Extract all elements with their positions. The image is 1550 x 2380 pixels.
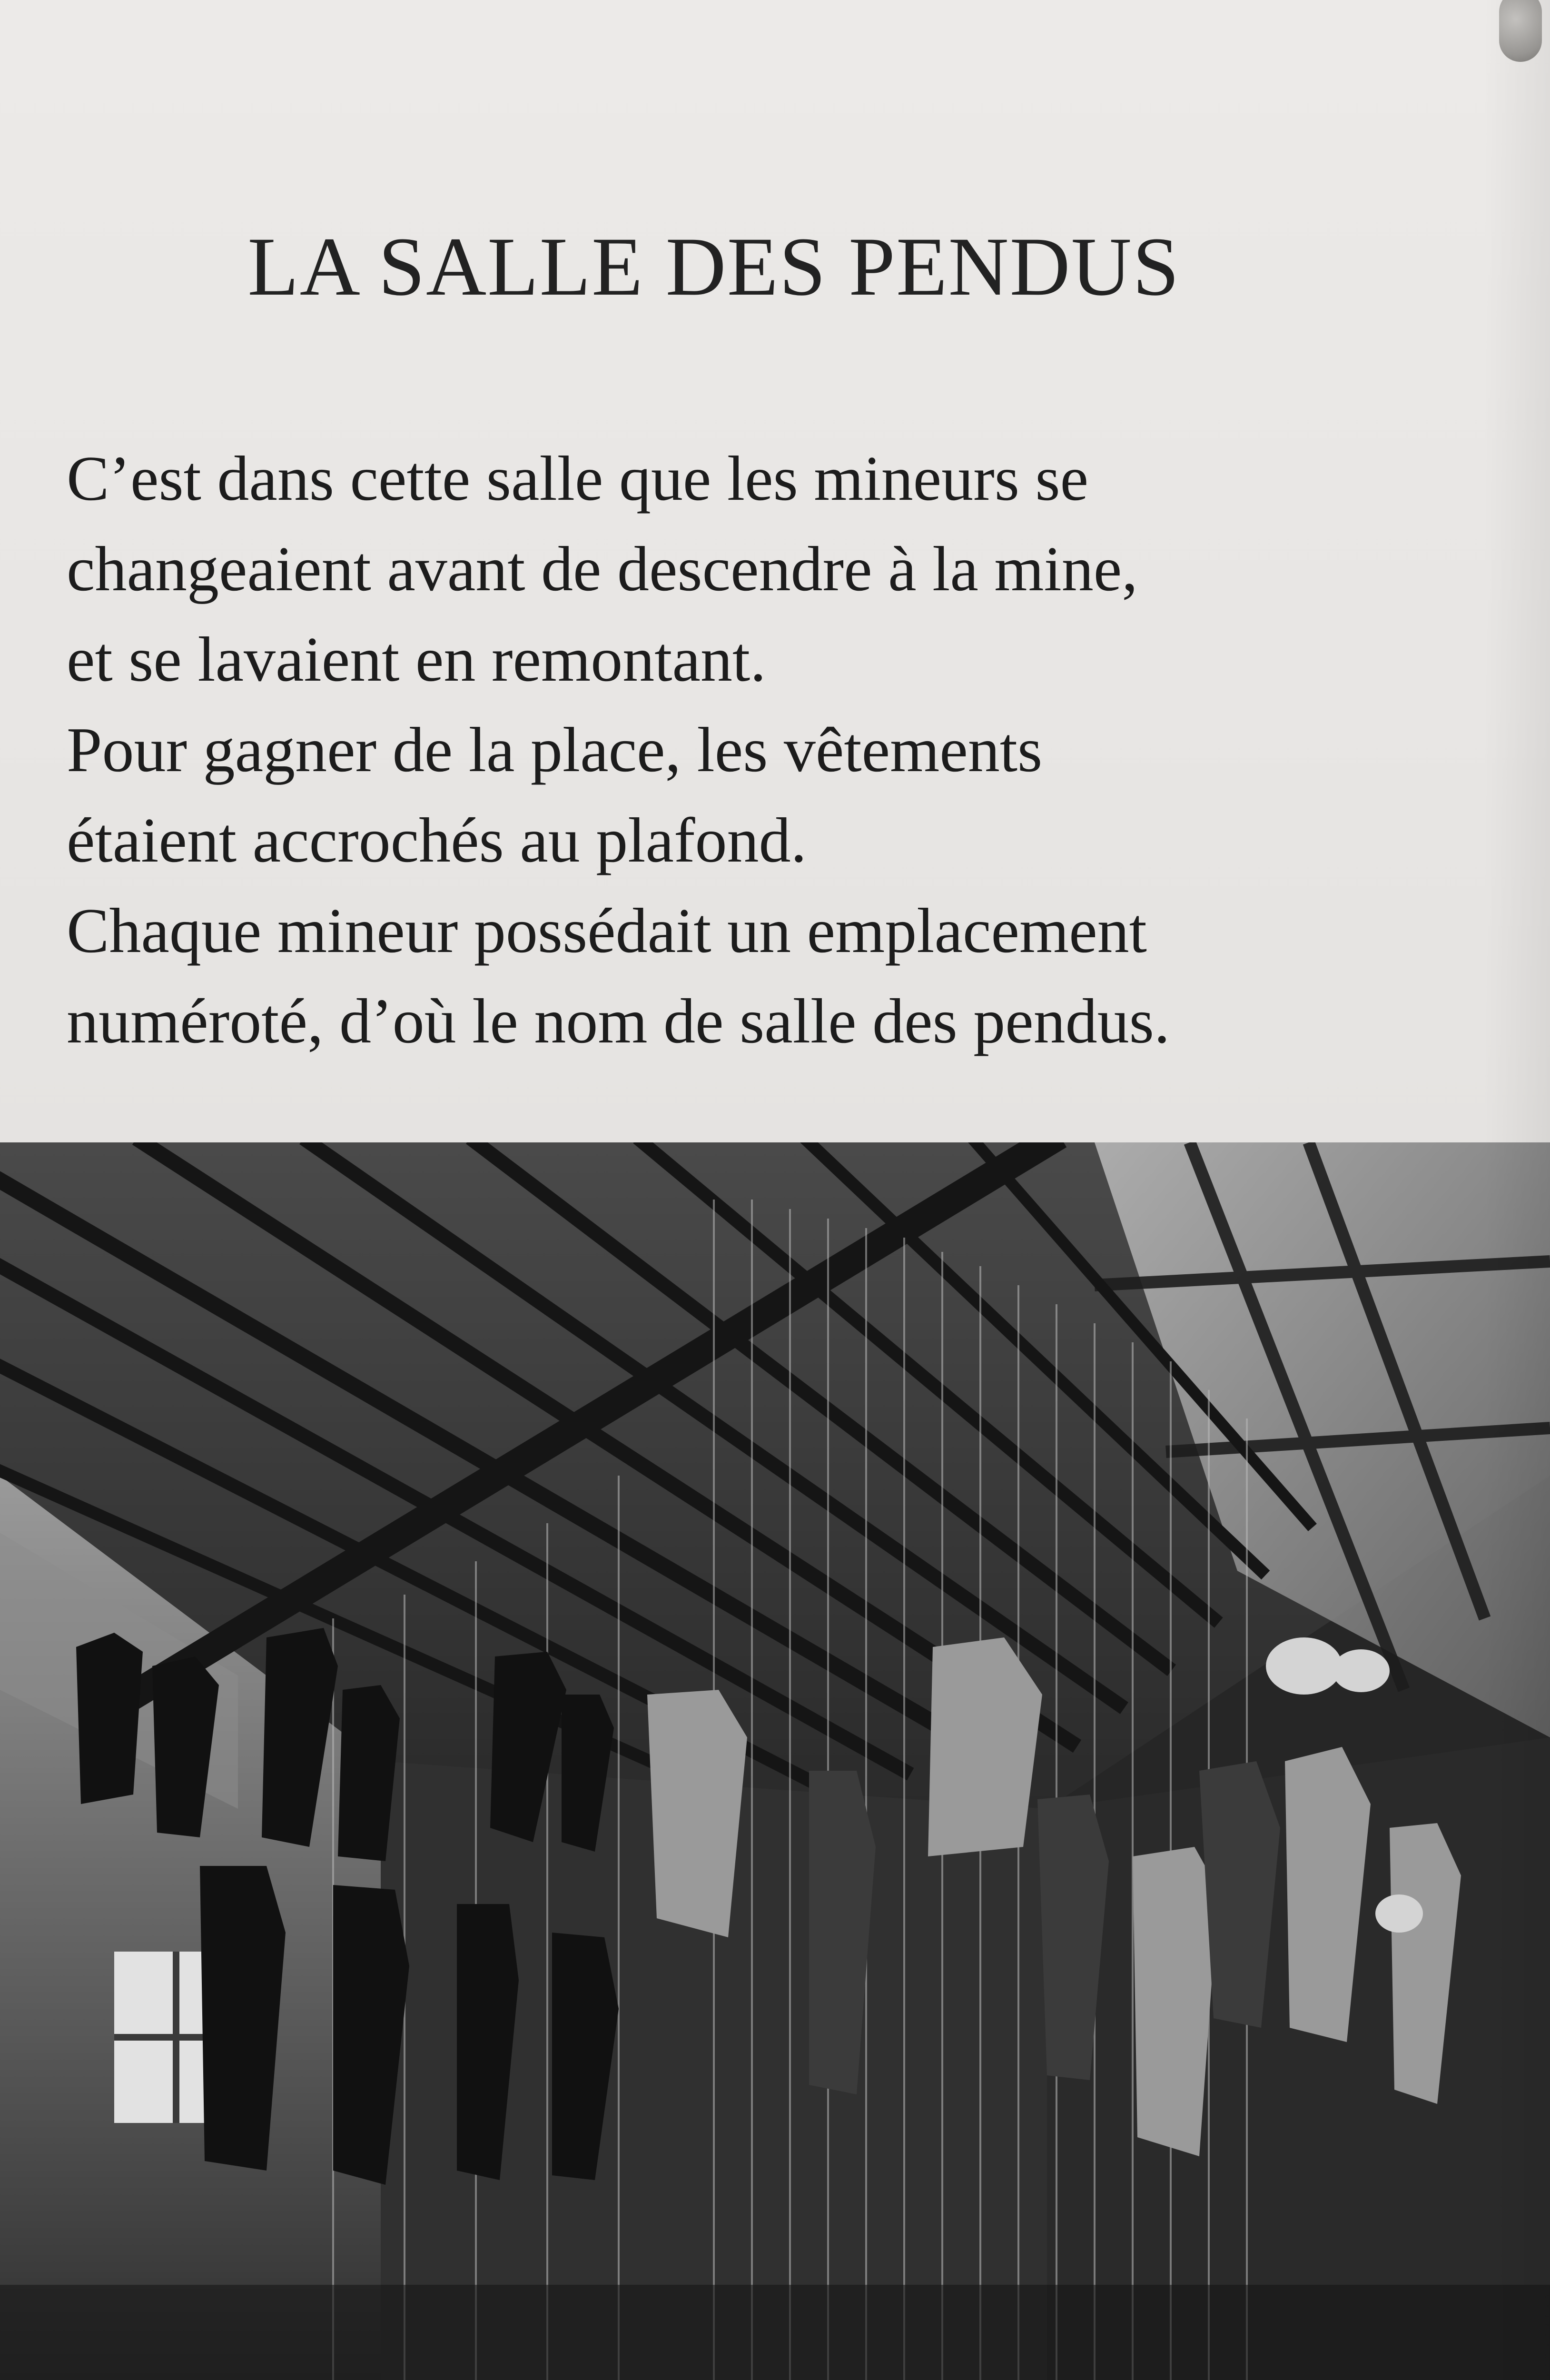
- notice-line-4: Pour gagner de la place, les vêtements: [67, 714, 1043, 785]
- notice-line-5: étaient accrochés au plafond.: [67, 805, 807, 875]
- notice-body: [67, 433, 1428, 1066]
- hall-photo: [0, 1142, 1550, 2380]
- notice-line-2: changeaient avant de descendre à la mine,: [67, 534, 1138, 604]
- notice-line-1: C’est dans cette salle que les mineurs se: [67, 443, 1089, 514]
- notice-title: LA SALLE DES PENDUS: [247, 220, 1180, 313]
- notice-line-7: numéroté, d’où le nom de salle des pendus.: [67, 986, 1170, 1056]
- hall-photo-illustration: [0, 1142, 1550, 2380]
- notice-line-3: et se lavaient en remontant.: [67, 624, 766, 694]
- pushpin-icon: [1499, 0, 1542, 62]
- notice-line-6: Chaque mineur possédait un emplacement: [67, 895, 1147, 966]
